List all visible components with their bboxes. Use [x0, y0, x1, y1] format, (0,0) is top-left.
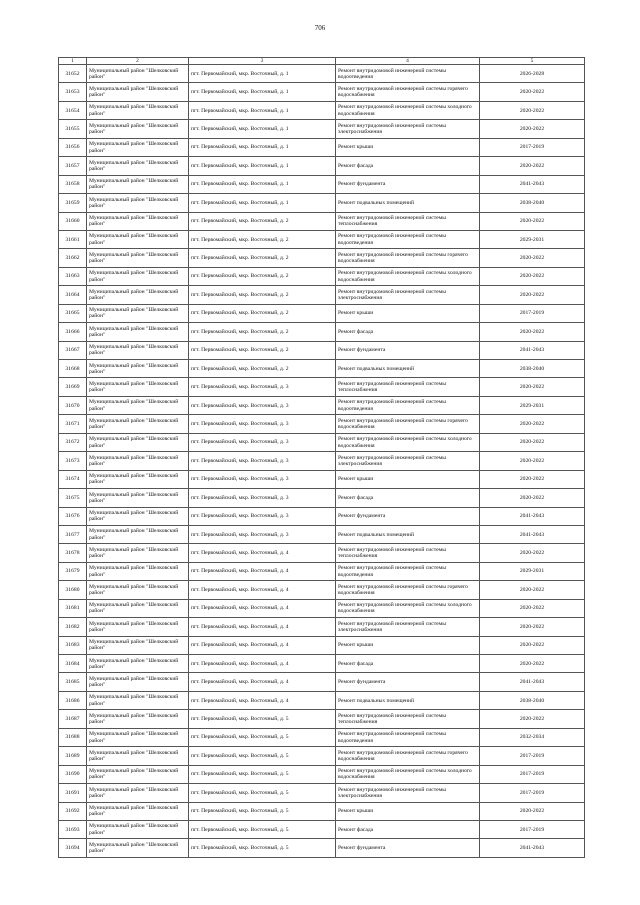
table-row	[59, 765, 585, 783]
address-cell: пгт. Первомайский, мкр. Восточный, д. 4	[189, 691, 336, 709]
municipality-cell: Муниципальный район "Шелковский район"	[87, 83, 189, 101]
work-type-cell: Ремонт внутридомовой инженерной системы водоотведения	[336, 728, 480, 746]
address-cell: пгт. Первомайский, мкр. Восточный, д. 5	[189, 839, 336, 857]
table-row	[59, 452, 585, 470]
period-cell: 2041-2043	[480, 525, 585, 543]
address-cell: пгт. Первомайский, мкр. Восточный, д. 1	[189, 120, 336, 138]
work-type-cell: Ремонт внутридомовой инженерной системы электроснабжения	[336, 784, 480, 802]
period-cell: 2020-2022	[480, 489, 585, 507]
period-cell: 2041-2043	[480, 839, 585, 857]
table-row	[59, 747, 585, 765]
address-cell: пгт. Первомайский, мкр. Восточный, д. 2	[189, 323, 336, 341]
row-number: 31652	[59, 65, 87, 83]
period-cell: 2020-2022	[480, 323, 585, 341]
period-cell: 2017-2019	[480, 138, 585, 156]
row-number: 31660	[59, 212, 87, 230]
table-row	[59, 378, 585, 396]
address-cell: пгт. Первомайский, мкр. Восточный, д. 3	[189, 433, 336, 451]
row-number: 31668	[59, 360, 87, 378]
period-cell: 2020-2022	[480, 544, 585, 562]
address-cell: пгт. Первомайский, мкр. Восточный, д. 3	[189, 396, 336, 414]
table-row	[59, 267, 585, 285]
table-row	[59, 636, 585, 654]
table-row	[59, 415, 585, 433]
address-cell: пгт. Первомайский, мкр. Восточный, д. 1	[189, 83, 336, 101]
address-cell: пгт. Первомайский, мкр. Восточный, д. 2	[189, 267, 336, 285]
municipality-cell: Муниципальный район "Шелковский район"	[87, 360, 189, 378]
period-cell: 2041-2043	[480, 175, 585, 193]
table-row	[59, 341, 585, 359]
work-type-cell: Ремонт подвальных помещений	[336, 194, 480, 212]
period-cell: 2020-2022	[480, 157, 585, 175]
municipality-cell: Муниципальный район "Шелковский район"	[87, 286, 189, 304]
row-number: 31662	[59, 249, 87, 267]
municipality-cell: Муниципальный район "Шелковский район"	[87, 562, 189, 580]
municipality-cell: Муниципальный район "Шелковский район"	[87, 691, 189, 709]
row-number: 31653	[59, 83, 87, 101]
row-number: 31690	[59, 765, 87, 783]
row-number: 31672	[59, 433, 87, 451]
period-cell: 2020-2022	[480, 249, 585, 267]
address-cell: пгт. Первомайский, мкр. Восточный, д. 3	[189, 507, 336, 525]
address-cell: пгт. Первомайский, мкр. Восточный, д. 1	[189, 175, 336, 193]
table-row	[59, 710, 585, 728]
row-number: 31694	[59, 839, 87, 857]
row-number: 31671	[59, 415, 87, 433]
work-type-cell: Ремонт внутридомовой инженерной системы электроснабжения	[336, 618, 480, 636]
row-number: 31654	[59, 101, 87, 119]
row-number: 31689	[59, 747, 87, 765]
municipality-cell: Муниципальный район "Шелковский район"	[87, 489, 189, 507]
work-type-cell: Ремонт крыши	[336, 304, 480, 322]
column-number: 1	[59, 58, 87, 65]
address-cell: пгт. Первомайский, мкр. Восточный, д. 3	[189, 489, 336, 507]
municipality-cell: Муниципальный район "Шелковский район"	[87, 839, 189, 857]
period-cell: 2020-2022	[480, 83, 585, 101]
municipality-cell: Муниципальный район "Шелковский район"	[87, 470, 189, 488]
address-cell: пгт. Первомайский, мкр. Восточный, д. 4	[189, 636, 336, 654]
table-row	[59, 525, 585, 543]
table-row	[59, 194, 585, 212]
period-cell: 2020-2022	[480, 470, 585, 488]
address-cell: пгт. Первомайский, мкр. Восточный, д. 3	[189, 525, 336, 543]
work-type-cell: Ремонт крыши	[336, 138, 480, 156]
row-number: 31681	[59, 599, 87, 617]
address-cell: пгт. Первомайский, мкр. Восточный, д. 4	[189, 618, 336, 636]
municipality-cell: Муниципальный район "Шелковский район"	[87, 415, 189, 433]
row-number: 31685	[59, 673, 87, 691]
work-type-cell: Ремонт внутридомовой инженерной системы горячего водоснабжения	[336, 83, 480, 101]
row-number: 31682	[59, 618, 87, 636]
municipality-cell: Муниципальный район "Шелковский район"	[87, 820, 189, 838]
address-cell: пгт. Первомайский, мкр. Восточный, д. 1	[189, 157, 336, 175]
municipality-cell: Муниципальный район "Шелковский район"	[87, 673, 189, 691]
table-row	[59, 507, 585, 525]
row-number: 31683	[59, 636, 87, 654]
period-cell: 2020-2022	[480, 452, 585, 470]
period-cell: 2020-2022	[480, 378, 585, 396]
address-cell: пгт. Первомайский, мкр. Восточный, д. 2	[189, 360, 336, 378]
period-cell: 2017-2019	[480, 820, 585, 838]
column-number-row	[59, 58, 585, 65]
table-row	[59, 673, 585, 691]
row-number: 31678	[59, 544, 87, 562]
work-type-cell: Ремонт внутридомовой инженерной системы горячего водоснабжения	[336, 581, 480, 599]
period-cell: 2020-2022	[480, 618, 585, 636]
period-cell: 2041-2043	[480, 507, 585, 525]
row-number: 31691	[59, 784, 87, 802]
address-cell: пгт. Первомайский, мкр. Восточный, д. 5	[189, 747, 336, 765]
period-cell: 2029-2031	[480, 562, 585, 580]
work-type-cell: Ремонт внутридомовой инженерной системы водоотведения	[336, 562, 480, 580]
table-row	[59, 562, 585, 580]
row-number: 31692	[59, 802, 87, 820]
period-cell: 2038-2040	[480, 194, 585, 212]
municipality-cell: Муниципальный район "Шелковский район"	[87, 581, 189, 599]
table-row	[59, 396, 585, 414]
row-number: 31670	[59, 396, 87, 414]
table-row	[59, 544, 585, 562]
table-row	[59, 212, 585, 230]
municipality-cell: Муниципальный район "Шелковский район"	[87, 784, 189, 802]
work-type-cell: Ремонт внутридомовой инженерной системы холодного водоснабжения	[336, 267, 480, 285]
work-type-cell: Ремонт крыши	[336, 802, 480, 820]
table-row	[59, 286, 585, 304]
register-table-body	[59, 58, 585, 858]
municipality-cell: Муниципальный район "Шелковский район"	[87, 120, 189, 138]
work-type-cell: Ремонт внутридомовой инженерной системы электроснабжения	[336, 286, 480, 304]
row-number: 31655	[59, 120, 87, 138]
row-number: 31688	[59, 728, 87, 746]
municipality-cell: Муниципальный район "Шелковский район"	[87, 267, 189, 285]
row-number: 31657	[59, 157, 87, 175]
work-type-cell: Ремонт фундамента	[336, 341, 480, 359]
municipality-cell: Муниципальный район "Шелковский район"	[87, 323, 189, 341]
work-type-cell: Ремонт фасада	[336, 655, 480, 673]
work-type-cell: Ремонт подвальных помещений	[336, 691, 480, 709]
municipality-cell: Муниципальный район "Шелковский район"	[87, 194, 189, 212]
work-type-cell: Ремонт внутридомовой инженерной системы горячего водоснабжения	[336, 415, 480, 433]
municipality-cell: Муниципальный район "Шелковский район"	[87, 433, 189, 451]
municipality-cell: Муниципальный район "Шелковский район"	[87, 618, 189, 636]
row-number: 31667	[59, 341, 87, 359]
municipality-cell: Муниципальный район "Шелковский район"	[87, 599, 189, 617]
work-type-cell: Ремонт фасада	[336, 820, 480, 838]
table-row	[59, 230, 585, 248]
address-cell: пгт. Первомайский, мкр. Восточный, д. 1	[189, 194, 336, 212]
work-type-cell: Ремонт внутридомовой инженерной системы горячего водоснабжения	[336, 747, 480, 765]
work-type-cell: Ремонт внутридомовой инженерной системы горячего водоснабжения	[336, 249, 480, 267]
address-cell: пгт. Первомайский, мкр. Восточный, д. 1	[189, 65, 336, 83]
period-cell: 2041-2043	[480, 673, 585, 691]
work-type-cell: Ремонт внутридомовой инженерной системы водоотведения	[336, 396, 480, 414]
table-row	[59, 157, 585, 175]
page-number: 706	[314, 24, 326, 32]
address-cell: пгт. Первомайский, мкр. Восточный, д. 2	[189, 286, 336, 304]
period-cell: 2020-2022	[480, 655, 585, 673]
address-cell: пгт. Первомайский, мкр. Восточный, д. 1	[189, 101, 336, 119]
address-cell: пгт. Первомайский, мкр. Восточный, д. 5	[189, 784, 336, 802]
row-number: 31664	[59, 286, 87, 304]
work-type-cell: Ремонт внутридомовой инженерной системы холодного водоснабжения	[336, 765, 480, 783]
row-number: 31687	[59, 710, 87, 728]
work-type-cell: Ремонт крыши	[336, 636, 480, 654]
row-number: 31676	[59, 507, 87, 525]
period-cell: 2020-2022	[480, 120, 585, 138]
row-number: 31669	[59, 378, 87, 396]
period-cell: 2020-2022	[480, 636, 585, 654]
period-cell: 2020-2022	[480, 433, 585, 451]
address-cell: пгт. Первомайский, мкр. Восточный, д. 5	[189, 802, 336, 820]
table-row	[59, 323, 585, 341]
work-type-cell: Ремонт внутридомовой инженерной системы теплоснабжения	[336, 710, 480, 728]
address-cell: пгт. Первомайский, мкр. Восточный, д. 3	[189, 452, 336, 470]
row-number: 31659	[59, 194, 87, 212]
work-type-cell: Ремонт фундамента	[336, 839, 480, 857]
work-type-cell: Ремонт фасада	[336, 489, 480, 507]
period-cell: 2020-2022	[480, 212, 585, 230]
municipality-cell: Муниципальный район "Шелковский район"	[87, 655, 189, 673]
period-cell: 2038-2040	[480, 691, 585, 709]
period-cell: 2026-2028	[480, 65, 585, 83]
register-table	[58, 57, 585, 858]
address-cell: пгт. Первомайский, мкр. Восточный, д. 4	[189, 581, 336, 599]
address-cell: пгт. Первомайский, мкр. Восточный, д. 2	[189, 249, 336, 267]
work-type-cell: Ремонт фундамента	[336, 673, 480, 691]
address-cell: пгт. Первомайский, мкр. Восточный, д. 5	[189, 728, 336, 746]
table-row	[59, 120, 585, 138]
work-type-cell: Ремонт подвальных помещений	[336, 360, 480, 378]
row-number: 31661	[59, 230, 87, 248]
work-type-cell: Ремонт внутридомовой инженерной системы холодного водоснабжения	[336, 599, 480, 617]
table-row	[59, 65, 585, 83]
period-cell: 2020-2022	[480, 101, 585, 119]
work-type-cell: Ремонт внутридомовой инженерной системы водоотведения	[336, 65, 480, 83]
row-number: 31658	[59, 175, 87, 193]
municipality-cell: Муниципальный район "Шелковский район"	[87, 101, 189, 119]
work-type-cell: Ремонт подвальных помещений	[336, 525, 480, 543]
municipality-cell: Муниципальный район "Шелковский район"	[87, 304, 189, 322]
period-cell: 2032-2034	[480, 728, 585, 746]
row-number: 31665	[59, 304, 87, 322]
row-number: 31663	[59, 267, 87, 285]
table-row	[59, 249, 585, 267]
address-cell: пгт. Первомайский, мкр. Восточный, д. 5	[189, 765, 336, 783]
row-number: 31656	[59, 138, 87, 156]
municipality-cell: Муниципальный район "Шелковский район"	[87, 728, 189, 746]
period-cell: 2029-2031	[480, 396, 585, 414]
municipality-cell: Муниципальный район "Шелковский район"	[87, 378, 189, 396]
address-cell: пгт. Первомайский, мкр. Восточный, д. 1	[189, 138, 336, 156]
table-row	[59, 581, 585, 599]
municipality-cell: Муниципальный район "Шелковский район"	[87, 230, 189, 248]
address-cell: пгт. Первомайский, мкр. Восточный, д. 4	[189, 544, 336, 562]
municipality-cell: Муниципальный район "Шелковский район"	[87, 507, 189, 525]
table-row	[59, 820, 585, 838]
address-cell: пгт. Первомайский, мкр. Восточный, д. 5	[189, 820, 336, 838]
period-cell: 2038-2040	[480, 360, 585, 378]
address-cell: пгт. Первомайский, мкр. Восточный, д. 3	[189, 378, 336, 396]
row-number: 31677	[59, 525, 87, 543]
column-number: 2	[87, 58, 189, 65]
table-row	[59, 618, 585, 636]
address-cell: пгт. Первомайский, мкр. Восточный, д. 2	[189, 212, 336, 230]
period-cell: 2020-2022	[480, 802, 585, 820]
column-number: 5	[480, 58, 585, 65]
table-row	[59, 360, 585, 378]
row-number: 31679	[59, 562, 87, 580]
work-type-cell: Ремонт внутридомовой инженерной системы теплоснабжения	[336, 212, 480, 230]
column-number: 3	[189, 58, 336, 65]
work-type-cell: Ремонт внутридомовой инженерной системы теплоснабжения	[336, 544, 480, 562]
period-cell: 2017-2019	[480, 765, 585, 783]
address-cell: пгт. Первомайский, мкр. Восточный, д. 2	[189, 304, 336, 322]
work-type-cell: Ремонт фундамента	[336, 175, 480, 193]
period-cell: 2017-2019	[480, 747, 585, 765]
period-cell: 2041-2043	[480, 341, 585, 359]
column-number: 4	[336, 58, 480, 65]
row-number: 31693	[59, 820, 87, 838]
period-cell: 2020-2022	[480, 599, 585, 617]
table-row	[59, 101, 585, 119]
table-row	[59, 138, 585, 156]
table-row	[59, 304, 585, 322]
address-cell: пгт. Первомайский, мкр. Восточный, д. 2	[189, 230, 336, 248]
period-cell: 2029-2031	[480, 230, 585, 248]
municipality-cell: Муниципальный район "Шелковский район"	[87, 212, 189, 230]
table-row	[59, 691, 585, 709]
table-row	[59, 83, 585, 101]
work-type-cell: Ремонт фасада	[336, 157, 480, 175]
municipality-cell: Муниципальный район "Шелковский район"	[87, 747, 189, 765]
address-cell: пгт. Первомайский, мкр. Восточный, д. 4	[189, 673, 336, 691]
work-type-cell: Ремонт внутридомовой инженерной системы теплоснабжения	[336, 378, 480, 396]
municipality-cell: Муниципальный район "Шелковский район"	[87, 138, 189, 156]
municipality-cell: Муниципальный район "Шелковский район"	[87, 710, 189, 728]
table-row	[59, 784, 585, 802]
work-type-cell: Ремонт фасада	[336, 323, 480, 341]
municipality-cell: Муниципальный район "Шелковский район"	[87, 765, 189, 783]
row-number: 31680	[59, 581, 87, 599]
period-cell: 2017-2019	[480, 784, 585, 802]
address-cell: пгт. Первомайский, мкр. Восточный, д. 2	[189, 341, 336, 359]
period-cell: 2020-2022	[480, 710, 585, 728]
table-row	[59, 655, 585, 673]
table-row	[59, 433, 585, 451]
table-row	[59, 728, 585, 746]
period-cell: 2020-2022	[480, 415, 585, 433]
municipality-cell: Муниципальный район "Шелковский район"	[87, 65, 189, 83]
table-row	[59, 839, 585, 857]
municipality-cell: Муниципальный район "Шелковский район"	[87, 802, 189, 820]
address-cell: пгт. Первомайский, мкр. Восточный, д. 4	[189, 655, 336, 673]
municipality-cell: Муниципальный район "Шелковский район"	[87, 525, 189, 543]
address-cell: пгт. Первомайский, мкр. Восточный, д. 3	[189, 415, 336, 433]
period-cell: 2020-2022	[480, 286, 585, 304]
row-number: 31684	[59, 655, 87, 673]
municipality-cell: Муниципальный район "Шелковский район"	[87, 544, 189, 562]
row-number: 31674	[59, 470, 87, 488]
municipality-cell: Муниципальный район "Шелковский район"	[87, 452, 189, 470]
period-cell: 2020-2022	[480, 581, 585, 599]
municipality-cell: Муниципальный район "Шелковский район"	[87, 249, 189, 267]
address-cell: пгт. Первомайский, мкр. Восточный, д. 4	[189, 562, 336, 580]
period-cell: 2020-2022	[480, 267, 585, 285]
table-row	[59, 175, 585, 193]
period-cell: 2017-2019	[480, 304, 585, 322]
table-row	[59, 599, 585, 617]
municipality-cell: Муниципальный район "Шелковский район"	[87, 636, 189, 654]
address-cell: пгт. Первомайский, мкр. Восточный, д. 4	[189, 599, 336, 617]
municipality-cell: Муниципальный район "Шелковский район"	[87, 341, 189, 359]
work-type-cell: Ремонт внутридомовой инженерной системы электроснабжения	[336, 120, 480, 138]
address-cell: пгт. Первомайский, мкр. Восточный, д. 5	[189, 710, 336, 728]
address-cell: пгт. Первомайский, мкр. Восточный, д. 3	[189, 470, 336, 488]
table-row	[59, 470, 585, 488]
municipality-cell: Муниципальный район "Шелковский район"	[87, 396, 189, 414]
work-type-cell: Ремонт внутридомовой инженерной системы электроснабжения	[336, 452, 480, 470]
row-number: 31686	[59, 691, 87, 709]
row-number: 31675	[59, 489, 87, 507]
row-number: 31673	[59, 452, 87, 470]
work-type-cell: Ремонт внутридомовой инженерной системы холодного водоснабжения	[336, 433, 480, 451]
work-type-cell: Ремонт фундамента	[336, 507, 480, 525]
municipality-cell: Муниципальный район "Шелковский район"	[87, 157, 189, 175]
table-row	[59, 802, 585, 820]
row-number: 31666	[59, 323, 87, 341]
work-type-cell: Ремонт внутридомовой инженерной системы холодного водоснабжения	[336, 101, 480, 119]
table-row	[59, 489, 585, 507]
work-type-cell: Ремонт крыши	[336, 470, 480, 488]
municipality-cell: Муниципальный район "Шелковский район"	[87, 175, 189, 193]
work-type-cell: Ремонт внутридомовой инженерной системы водоотведения	[336, 230, 480, 248]
